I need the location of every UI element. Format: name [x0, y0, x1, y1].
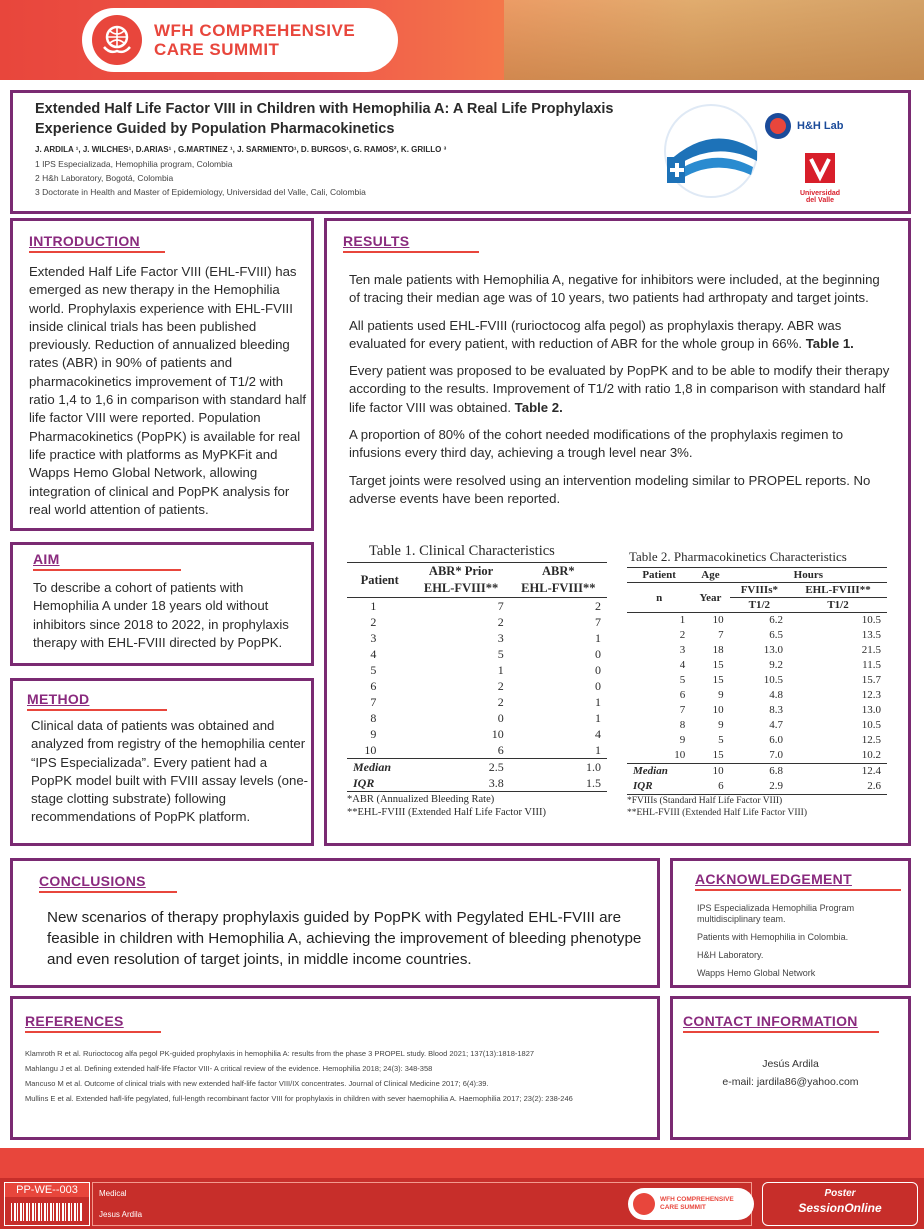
t1-median-ehl: 1.0 [586, 760, 601, 774]
t1-col-prior-a: ABR* Prior [428, 564, 494, 578]
ack-item-3: H&H Laboratory. [697, 950, 764, 960]
method-heading: METHOD [27, 691, 90, 707]
t2-sub-year: Year [699, 591, 722, 604]
results-p5: Target joints were resolved using an intervention modeling similar to PROPEL reports. No adverse events have been reported. [349, 472, 871, 506]
logo-line2: CARE SUMMIT [154, 40, 280, 59]
t1-cell: 1 [595, 695, 601, 709]
results-p3-text: Every patient was proposed to be evaluated by PopPK and to be able to modify their therapy according to the results. Improvement of T1/2 with ratio 1,8 in comparison with standard half life factor VIII was obtained. [349, 363, 890, 415]
t1-cell: 9 [370, 727, 377, 741]
t2-col-age: Age [701, 569, 720, 581]
results-box [324, 218, 911, 846]
t2-cell: 21.5 [861, 644, 881, 656]
t2-col-hours: Hours [793, 569, 823, 581]
results-heading: RESULTS [343, 233, 410, 249]
t1-cell: 0 [595, 663, 601, 677]
acknowledgement-heading: ACKNOWLEDGEMENT [695, 871, 852, 887]
t2-cell: 2 [679, 629, 686, 641]
t1-row [347, 614, 607, 630]
introduction-heading: INTRODUCTION [29, 233, 140, 249]
pso-line1: Poster [824, 1188, 856, 1199]
t1-row [347, 710, 607, 726]
t2-cell: 9 [718, 719, 724, 731]
t2-cell: 10 [712, 704, 724, 716]
t1-cell: 1 [595, 711, 601, 725]
t1-iqr-ehl: 1.5 [586, 776, 601, 790]
city-photo [504, 0, 924, 80]
reference-3: Mancuso M et al. Outcome of clinical trials with new extended half-life factor VIII/IX concentrates. Journal of Clinical Medicine 2017; 6(4):39. [25, 1079, 489, 1088]
reference-1: Klamroth R et al. Rurioctocog alfa pegol PK-guided prophylaxis in hemophilia A: results from the phase 3 PROPEL study. Blood 2021; 137(13):1818-1827 [25, 1049, 535, 1058]
references-list [25, 1049, 651, 1104]
t1-cell: 5 [497, 647, 504, 661]
method-box [10, 678, 314, 846]
t1-cell: 10 [364, 743, 377, 757]
t2-cell: 10.5 [861, 719, 881, 731]
summit-logo [82, 8, 398, 72]
t2-row [627, 733, 887, 748]
t1-median-label: Median [353, 760, 392, 774]
t2-col-patient: Patient [642, 569, 676, 581]
contact-email[interactable]: e-mail: jardila86@yahoo.com [722, 1076, 859, 1088]
t1-iqr-label: IQR [353, 776, 375, 790]
t1-col-ehl-a: ABR* [542, 564, 575, 578]
t1-cell: 1 [370, 599, 377, 613]
t2-median-fviii: 6.8 [769, 765, 784, 777]
univalle-line1: Universidad [799, 190, 841, 197]
t2-cell: 11.5 [862, 659, 881, 671]
t1-col-prior-b: EHL-FVIII** [423, 581, 499, 595]
t2-sub-ehl-a: EHL-FVIII** [805, 584, 871, 596]
t2-cell: 13.0 [861, 704, 881, 716]
ack-item-4: Wapps Hemo Global Network [697, 968, 816, 978]
t2-cell: 15.7 [861, 674, 881, 686]
t2-cell: 10.2 [861, 749, 881, 761]
t1-note2: **EHL-FVIII (Extended Half Life Factor VIII) [347, 807, 546, 818]
t1-cell: 7 [497, 599, 504, 613]
t1-row [347, 694, 607, 710]
t2-row [627, 703, 887, 718]
t2-iqr-label: IQR [633, 780, 653, 792]
t2-cell: 18 [712, 644, 724, 656]
conclusions-box [10, 858, 660, 988]
contact-details [673, 1055, 908, 1091]
table1 [347, 543, 607, 818]
t2-iqr-ehl: 2.6 [867, 780, 881, 792]
t1-cell: 2 [497, 679, 504, 693]
footer-summit-logo [628, 1188, 754, 1220]
t2-row [627, 718, 887, 733]
ack-item-2: Patients with Hemophilia in Colombia. [697, 932, 849, 942]
t2-cell: 15 [712, 674, 724, 686]
t1-row [347, 726, 607, 742]
t2-sub-n: n [656, 591, 663, 604]
introduction-box [10, 218, 314, 531]
table2-ref: Table 2. [514, 399, 563, 415]
poster-session-online-logo [762, 1182, 918, 1226]
t1-median-prior: 2.5 [488, 760, 504, 774]
affiliation-2: 2 H&h Laboratory, Bogotá, Colombia [35, 173, 174, 183]
ack-item-1: IPS Especializada Hemophilia Program multidisciplinary team. [697, 903, 855, 924]
footer-logo-line1: WFH COMPREHENSIVE [660, 1196, 734, 1203]
t2-cell: 7 [718, 629, 724, 641]
t1-row [347, 678, 607, 694]
barcode [11, 1203, 83, 1221]
t2-median-label: Median [633, 765, 668, 777]
t2-cell: 15 [712, 659, 724, 671]
t2-row [627, 643, 887, 658]
t1-cell: 2 [497, 615, 504, 629]
t1-cell: 2 [370, 615, 377, 629]
t2-cell: 7 [679, 704, 686, 716]
t2-cell: 15 [712, 749, 724, 761]
t2-cell: 10.5 [861, 614, 881, 626]
t1-iqr-prior: 3.8 [488, 776, 504, 790]
t1-cell: 7 [595, 615, 601, 629]
footer-category: Medical [99, 1189, 127, 1198]
aim-text: To describe a cohort of patients with Hemophilia A under 18 years old without inhibitors since 2018 to 2022, in prophylaxis therapy with EHL-FVIII directed by PopPK. [33, 580, 289, 650]
t1-row [347, 598, 607, 615]
t2-row [627, 688, 887, 703]
t1-row [347, 662, 607, 678]
t2-median-ehl: 12.4 [861, 765, 881, 777]
t2-cell: 9.2 [769, 659, 784, 671]
t2-cell: 3 [679, 644, 686, 656]
t2-row [627, 748, 887, 764]
contact-name: Jesús Ardila [762, 1058, 819, 1070]
t2-cell: 10 [674, 749, 686, 761]
poster-title: Extended Half Life Factor VIII in Children with Hemophilia A: A Real Life Prophylaxis Experience Guided by Population Pharmacokinetics [35, 101, 614, 137]
table2 [627, 549, 887, 818]
title-box [10, 90, 911, 214]
t1-row [347, 742, 607, 759]
t2-cell: 9 [718, 689, 724, 701]
t2-iqr-age: 6 [718, 780, 724, 792]
logo-line1: WFH COMPREHENSIVE [154, 21, 356, 40]
contact-heading: CONTACT INFORMATION [683, 1013, 858, 1029]
t2-cell: 10 [712, 614, 724, 626]
t1-cell: 0 [497, 711, 504, 725]
t2-median-age: 10 [712, 765, 724, 777]
acknowledgement-list [697, 903, 897, 979]
t2-cell: 10.5 [763, 674, 784, 686]
t2-cell: 8.3 [769, 704, 784, 716]
t2-note1: *FVIIIs (Standard Half Life Factor VIII) [627, 796, 783, 806]
results-p1: Ten male patients with Hemophilia A, negative for inhibitors were included, at the beginning of tracing their median age was of 10 years, two patients had arthropaty and target joints. [349, 272, 880, 306]
t2-iqr-fviii: 2.9 [769, 780, 784, 792]
t2-note2: **EHL-FVIII (Extended Half Life Factor VIII) [627, 808, 807, 818]
results-p2-text: All patients used EHL-FVIII (rurioctocog alfa pegol) as prophylaxis therapy. ABR was evaluated for every patient, with reduction of ABR for the whole group in 66%. [349, 317, 842, 351]
poster-code: PP-WE--003 [5, 1183, 89, 1197]
results-p4: A proportion of 80% of the cohort needed modifications of the prophylaxis regimen to infusions every third day, achieving a trough level near 3%. [349, 427, 844, 461]
t1-cell: 0 [595, 647, 601, 661]
t1-cell: 6 [497, 743, 504, 757]
header-banner [0, 0, 924, 80]
table2-caption: Table 2. Pharmacokinetics Characteristics [629, 549, 847, 564]
t1-cell: 6 [370, 679, 377, 693]
t2-cell: 12.3 [861, 689, 881, 701]
results-p3 [349, 362, 891, 417]
acknowledgement-box [670, 858, 911, 988]
t2-cell: 9 [679, 734, 686, 746]
t2-cell: 1 [679, 614, 686, 626]
method-text: Clinical data of patients was obtained and analyzed from registry of the hemophilia center “IPS Especializada”. Every patient had a PopPK model built with FVIII assay levels (one-stage clotting substrate) following recommendations of PopPK platform. [31, 718, 309, 825]
t2-row [627, 613, 887, 629]
t2-cell: 4.7 [769, 719, 784, 731]
t2-cell: 7.0 [769, 749, 784, 761]
conclusions-text: New scenarios of therapy prophylaxis guided by PopPK with Pegylated EHL-FVIII are feasible in children with Hemophilia A, achieving the improvement of bleeding phenotype and even resolution of target joints, in middle income countries. [47, 909, 642, 968]
t2-cell: 5 [718, 734, 724, 746]
t2-sub-ehl-b: T1/2 [827, 599, 849, 611]
footer-globe-icon [633, 1193, 655, 1215]
t1-col-patient: Patient [360, 572, 399, 587]
t2-cell: 5 [679, 674, 686, 686]
t1-cell: 2 [595, 599, 601, 613]
t2-sub-fviii-a: FVIIIs* [740, 584, 778, 596]
t2-cell: 13.5 [861, 629, 881, 641]
t1-cell: 0 [595, 679, 601, 693]
author-list: J. ARDILA ¹, J. WILCHES¹, D.ARIAS¹ , G.MARTINEZ ¹, J. SARMIENTO¹, D. BURGOS¹, G. RAMOS², K. GRILLO ³ [35, 145, 447, 154]
t1-cell: 10 [491, 727, 504, 741]
t1-cell: 2 [497, 695, 504, 709]
t1-cell: 1 [595, 631, 601, 645]
program-emblem [661, 101, 761, 201]
t2-row [627, 658, 887, 673]
introduction-text: Extended Half Life Factor VIII (EHL-FVIII) has emerged as new therapy in the Hemophilia world. Prophylaxis experience with EHL-FVIII inside clinical trials has been published previously. Reduction of annualized bleeding rates (ABR) in 90% of patients and pharmacokinetics improvement of T1/2 with ratio 1,4 to 1,6 in comparison with standard half life factor VIII were reported. Population Pharmacokinetics (PopPK) is available for real life practice with platforms as MyPKFit and Wapps Hemo Global Network, allowing integration of clinical and PopPK analysis for real world attention of patients. [29, 264, 307, 517]
t2-cell: 6 [679, 689, 686, 701]
t1-note1: *ABR (Annualized Bleeding Rate) [347, 794, 495, 805]
t1-cell: 3 [497, 631, 504, 645]
t2-sub-fviii-b: T1/2 [748, 599, 771, 611]
t1-cell: 7 [370, 695, 377, 709]
pso-line2: SessionOnline [798, 1201, 882, 1215]
t1-row [347, 646, 607, 662]
results-text [349, 271, 891, 508]
globe-hands-icon [92, 15, 142, 65]
footer-author: Jesus Ardila [99, 1210, 143, 1219]
t2-row [627, 628, 887, 643]
t1-cell: 1 [497, 663, 504, 677]
t2-cell: 8 [679, 719, 686, 731]
t1-cell: 5 [370, 663, 377, 677]
references-heading: REFERENCES [25, 1013, 124, 1029]
affiliation-3: 3 Doctorate in Health and Master of Epidemiology, Universidad del Valle, Cali, Colombia [35, 187, 366, 197]
results-p2 [349, 317, 891, 354]
footer-bar [0, 1148, 924, 1229]
t2-cell: 6.2 [769, 614, 784, 626]
t2-cell: 4 [679, 659, 686, 671]
t1-cell: 3 [370, 631, 377, 645]
t1-row [347, 630, 607, 646]
t2-cell: 4.8 [769, 689, 784, 701]
univalle-logo [795, 151, 845, 204]
references-box [10, 996, 660, 1140]
contact-box [670, 996, 911, 1140]
hh-lab-logo [765, 109, 865, 143]
footer-logo-line2: CARE SUMMIT [660, 1204, 706, 1211]
reference-2: Mahlangu J et al. Defining extended half-life Ffactor VIII- A critical review of the evidence. Hemophilia 2018; 24(3): 348-358 [25, 1064, 433, 1073]
poster-code-box [4, 1182, 90, 1226]
t2-cell: 6.5 [769, 629, 784, 641]
t1-col-ehl-b: EHL-FVIII** [521, 581, 596, 595]
t1-cell: 4 [370, 647, 377, 661]
hh-lab-logo-text: H&H Lab [797, 120, 844, 132]
t2-cell: 13.0 [763, 644, 784, 656]
t2-row [627, 673, 887, 688]
t1-cell: 4 [595, 727, 601, 741]
t2-cell: 6.0 [769, 734, 784, 746]
aim-heading: AIM [33, 551, 60, 567]
t1-cell: 1 [595, 743, 601, 757]
reference-4: Mullins E et al. Extended hafl-life pegylated, full-length recombinant factor VIII for prophylaxis in children with sever haemophilia A. Haemophilia 2017; 23(2): 238-246 [25, 1094, 573, 1103]
univalle-line2: del Valle [805, 197, 835, 204]
t2-cell: 12.5 [861, 734, 881, 746]
table1-caption: Table 1. Clinical Characteristics [369, 543, 555, 559]
conclusions-heading: CONCLUSIONS [39, 873, 146, 889]
aim-box [10, 542, 314, 666]
t1-cell: 8 [370, 711, 377, 725]
table1-ref: Table 1. [805, 335, 854, 351]
affiliation-1: 1 IPS Especializada, Hemophilia program, Colombia [35, 159, 233, 169]
